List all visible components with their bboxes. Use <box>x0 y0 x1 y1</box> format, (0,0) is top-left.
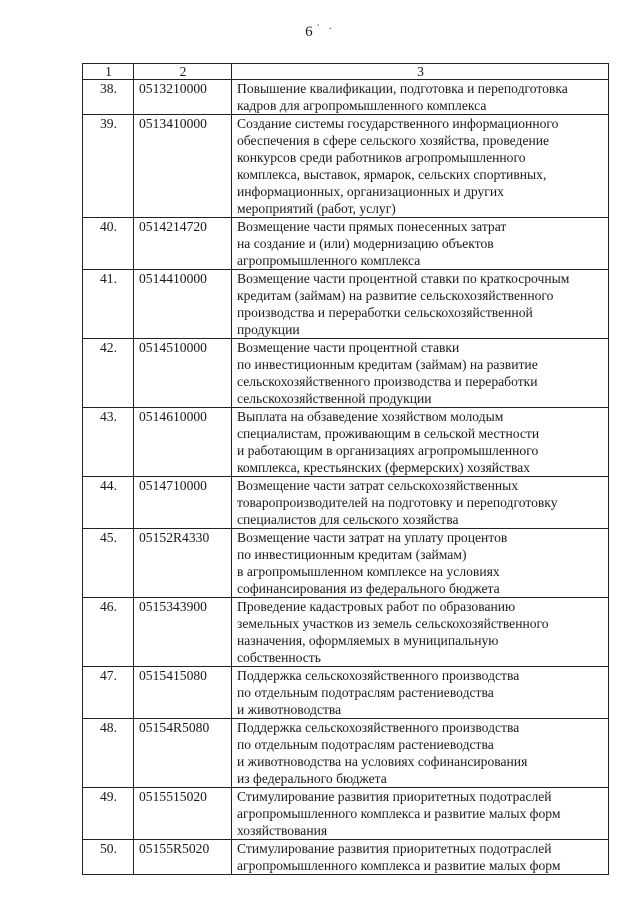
description-line: по инвестиционным кредитам (займам) на развитие <box>237 357 538 372</box>
description-line: информационных, организационных и других <box>237 184 504 199</box>
item-description <box>232 840 609 875</box>
page-number <box>0 24 640 41</box>
header-col-2: 2 <box>134 64 232 80</box>
item-description <box>232 598 609 667</box>
description-line: в агропромышленном комплексе на условиях <box>237 564 500 579</box>
description-line: Возмещение части процентной ставки по краткосрочным <box>237 271 570 286</box>
table-row <box>83 80 609 115</box>
budget-code: 0514510000 <box>134 339 232 408</box>
table-row <box>83 115 609 218</box>
table-row <box>83 598 609 667</box>
budget-code: 05155R5020 <box>134 840 232 875</box>
description-line: Поддержка сельскохозяйственного производства <box>237 720 520 735</box>
item-description <box>232 218 609 270</box>
budget-code: 0515515020 <box>134 788 232 840</box>
row-number: 46. <box>83 598 134 667</box>
budget-code: 05152R4330 <box>134 529 232 598</box>
description-line: назначения, оформляемых в муниципальную <box>237 633 499 648</box>
row-number: 44. <box>83 477 134 529</box>
table-row <box>83 788 609 840</box>
description-line: собственность <box>237 650 321 665</box>
row-number: 48. <box>83 719 134 788</box>
description-line: по отдельным подотраслям растениеводства <box>237 737 494 752</box>
description-line: по отдельным подотраслям растениеводства <box>237 685 494 700</box>
description-line: и животноводства на условиях софинансирования <box>237 754 528 769</box>
description-line: Возмещение части процентной ставки <box>237 340 460 355</box>
table-header-row <box>83 64 609 80</box>
item-description <box>232 477 609 529</box>
description-line: конкурсов среди работников агропромышленного <box>237 150 526 165</box>
table-row <box>83 339 609 408</box>
description-line: на создание и (или) модернизацию объектов <box>237 236 494 251</box>
description-line: производства и переработки сельскохозяйственной <box>237 305 533 320</box>
description-line: сельскохозяйственной продукции <box>237 391 432 406</box>
description-line: агропромышленного комплекса и развитие малых форм <box>237 858 561 873</box>
row-number: 42. <box>83 339 134 408</box>
description-line: кредитам (займам) на развитие сельскохозяйственного <box>237 288 554 303</box>
description-line: агропромышленного комплекса <box>237 253 421 268</box>
row-number: 39. <box>83 115 134 218</box>
item-description <box>232 529 609 598</box>
description-line: Повышение квалификации, подготовка и переподготовка <box>237 81 568 96</box>
budget-code: 0513210000 <box>134 80 232 115</box>
item-description <box>232 115 609 218</box>
budget-code: 05154R5080 <box>134 719 232 788</box>
description-line: специалистам, проживающим в сельской местности <box>237 426 540 441</box>
table-row <box>83 529 609 598</box>
description-line: обеспечения в сфере сельского хозяйства, проведение <box>237 133 550 148</box>
table-row <box>83 218 609 270</box>
description-line: Проведение кадастровых работ по образованию <box>237 599 516 614</box>
item-description <box>232 719 609 788</box>
row-number: 38. <box>83 80 134 115</box>
page-corner-mark: ` · <box>316 24 335 35</box>
budget-code: 0514610000 <box>134 408 232 477</box>
row-number: 40. <box>83 218 134 270</box>
description-line: Стимулирование развития приоритетных подотраслей <box>237 789 552 804</box>
budget-code: 0515415080 <box>134 667 232 719</box>
page-number-value: 6 <box>305 24 313 40</box>
item-description <box>232 339 609 408</box>
budget-code: 0515343900 <box>134 598 232 667</box>
header-col-3: 3 <box>232 64 609 80</box>
description-line: специалистов для сельского хозяйства <box>237 512 459 527</box>
item-description <box>232 788 609 840</box>
table-row <box>83 270 609 339</box>
item-description <box>232 408 609 477</box>
description-line: Возмещение части затрат на уплату процентов <box>237 530 508 545</box>
description-line: земельных участков из земель сельскохозяйственного <box>237 616 549 631</box>
row-number: 41. <box>83 270 134 339</box>
budget-code: 0514214720 <box>134 218 232 270</box>
budget-code: 0514410000 <box>134 270 232 339</box>
description-line: агропромышленного комплекса и развитие малых форм <box>237 806 561 821</box>
item-description <box>232 270 609 339</box>
budget-code: 0514710000 <box>134 477 232 529</box>
description-line: мероприятий (работ, услуг) <box>237 201 396 216</box>
item-description <box>232 80 609 115</box>
table-row <box>83 408 609 477</box>
description-line: и животноводства <box>237 702 342 717</box>
description-line: сельскохозяйственного производства и переработки <box>237 374 538 389</box>
description-line: и работающим в организациях агропромышленного <box>237 443 539 458</box>
table-row <box>83 840 609 875</box>
description-line: из федерального бюджета <box>237 771 387 786</box>
description-line: товаропроизводителей на подготовку и переподготовку <box>237 495 558 510</box>
description-line: комплекса, выставок, ярмарок, сельских спортивных, <box>237 167 547 182</box>
row-number: 47. <box>83 667 134 719</box>
description-line: хозяйствования <box>237 823 328 838</box>
table-row <box>83 719 609 788</box>
description-line: продукции <box>237 322 300 337</box>
description-line: софинансирования из федерального бюджета <box>237 581 500 596</box>
item-description <box>232 667 609 719</box>
description-line: Поддержка сельскохозяйственного производства <box>237 668 520 683</box>
row-number: 49. <box>83 788 134 840</box>
table-row <box>83 477 609 529</box>
description-line: Выплата на обзаведение хозяйством молодым <box>237 409 504 424</box>
row-number: 45. <box>83 529 134 598</box>
row-number: 50. <box>83 840 134 875</box>
table-row <box>83 667 609 719</box>
description-line: комплекса, крестьянских (фермерских) хозяйствах <box>237 460 531 475</box>
table-body <box>83 80 609 875</box>
description-line: Возмещение части прямых понесенных затрат <box>237 219 507 234</box>
description-line: Стимулирование развития приоритетных подотраслей <box>237 841 552 856</box>
description-line: Создание системы государственного информационного <box>237 116 559 131</box>
header-col-1: 1 <box>83 64 134 80</box>
budget-code: 0513410000 <box>134 115 232 218</box>
budget-code-table <box>82 63 609 875</box>
description-line: по инвестиционным кредитам (займам) <box>237 547 467 562</box>
description-line: кадров для агропромышленного комплекса <box>237 98 487 113</box>
description-line: Возмещение части затрат сельскохозяйственных <box>237 478 519 493</box>
row-number: 43. <box>83 408 134 477</box>
